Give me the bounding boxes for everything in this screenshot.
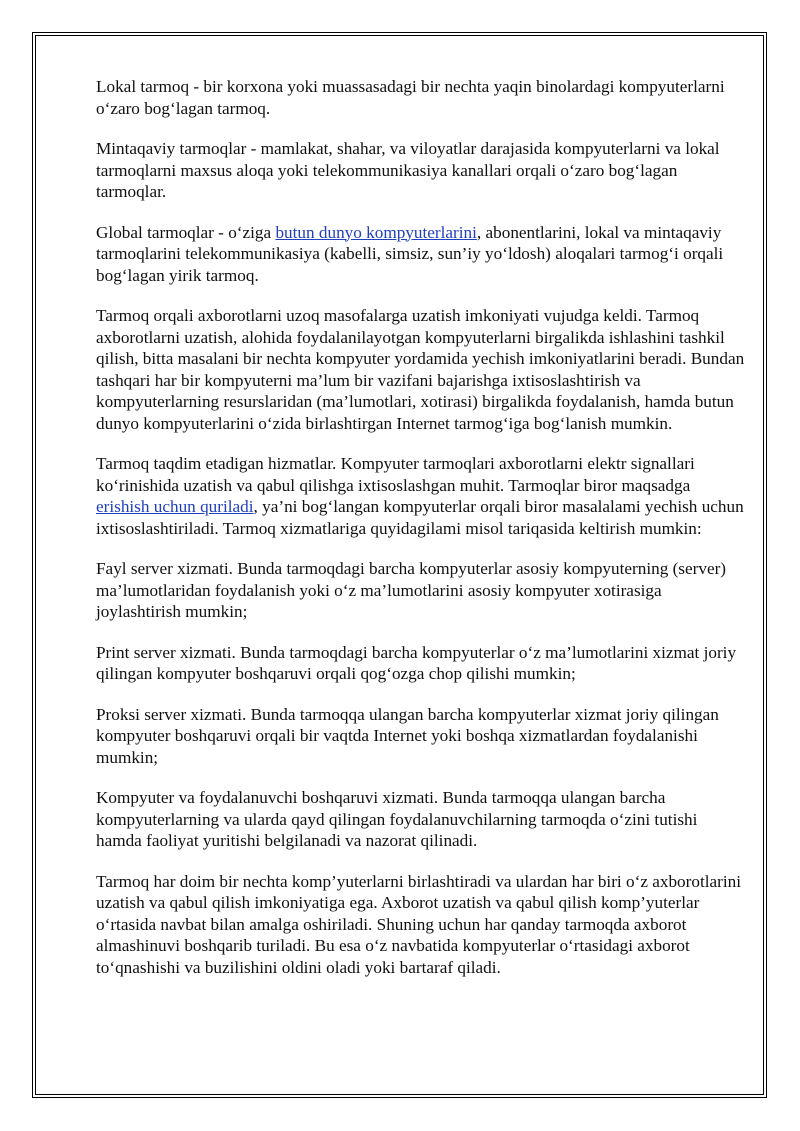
paragraph-lokal-tarmoq: Lokal tarmoq - bir korxona yoki muassasadagi bir nechta yaqin binolardagi kompyuterlarni o‘zaro bog‘lagan tarmoq.: [96, 77, 725, 118]
paragraph-print-server: Print server xizmati. Bunda tarmoqdagi barcha kompyuterlar o‘z ma’lumotlarini xizmat joriy qilingan kompyuter boshqaruvi orqali qog‘ozga chop qilishi mumkin;: [96, 642, 737, 683]
paragraph-tarmoq-imkoniyatlari: Tarmoq orqali axborotlarni uzoq masofalarga uzatish imkoniyati vujudga keldi. Tarmoq axborotlarni uzatish, alohida foydalanilayotgan kompyuterlarni birgalikda ishlashini tashkil qilish, bitta masalani bir nechta kompyuter yordamida yechish imkoniyatlarini beradi. Bundan tashqari har bir kompyuterni ma’lum bir vazifani bajarishga ixtisoslashtirish va kompyuterlarning resurslaridan (ma’lumotlari, xotirasi) birgalikda foydalanish, hamda butun dunyo kompyuterlarini o‘zida birlashtirgan Internet tarmog‘iga bog‘lanish mumkin.: [96, 306, 745, 433]
link-butun-dunyo-kompyuterlarini[interactable]: butun dunyo kompyuterlarini: [275, 222, 477, 242]
paragraph-mintaqaviy-tarmoqlar: Mintaqaviy tarmoqlar - mamlakat, shahar, va viloyatlar darajasida kompyuterlarni va lokal tarmoqlarni maxsus aloqa yoki telekommunikasiya kanallari orqali o‘zaro bog‘lagan tarmoqlar.: [96, 139, 720, 201]
paragraph-global-tarmoqlar: [96, 222, 746, 287]
document-body: [96, 76, 746, 997]
paragraph-global-text-start: Global tarmoqlar - o‘ziga: [96, 222, 276, 242]
paragraph-hizmatlar-text-end: , ya’ni bog‘langan kompyuterlar orqali biror masalalami yechish uchun ixtisoslashtiriladi. Tarmoq xizmatlariga quyidagilami misol tariqasida keltirish mumkin:: [96, 497, 744, 538]
link-erishish-uchun-quriladi[interactable]: erishish uchun quriladi: [96, 497, 254, 516]
paragraph-foydalanuvchi-boshqaruvi: Kompyuter va foydalanuvchi boshqaruvi xizmati. Bunda tarmoqqa ulangan barcha kompyuterlarning va ularda qayd qilingan foydalanuvchilarning tarmoqda o‘zini tutishi hamda faoliyat yuritishi belgilanadi va nazorat qilinadi.: [96, 788, 698, 850]
paragraph-fayl-server: Fayl server xizmati. Bunda tarmoqdagi barcha kompyuterlar asosiy kompyuterning (server) ma’lumotlaridan foydalanish yoki o‘z ma’lumotlarini asosiy kompyuter xotirasiga joylashtirish mumkin;: [96, 559, 727, 621]
paragraph-hizmatlar-text-start: Tarmoq taqdim etadigan hizmatlar. Kompyuter tarmoqlari axborotlarni elektr signallari ko‘rinishida uzatish va qabul qilishga ixtisoslashgan muhit. Tarmoqlar biror maqsadga: [96, 454, 695, 495]
paragraph-global-text-end: , abonentlarini, lokal va mintaqaviy tarmoqlarini telekommunikasiya (kabelli, simsiz, sun’iy yo‘ldosh) aloqalari tarmog‘i orqali bog‘lagan yirik tarmoq.: [96, 222, 724, 285]
paragraph-proksi-server: Proksi server xizmati. Bunda tarmoqqa ulangan barcha kompyuterlar xizmat joriy qilingan kompyuter boshqaruvi orqali bir vaqtda Internet yoki boshqa xizmatlardan foydalanishi mumkin;: [96, 704, 719, 767]
paragraph-axborot-almashinuvi: Tarmoq har doim bir nechta komp’yuterlarni birlashtiradi va ulardan har biri o‘z axborotlarini uzatish va qabul qilish imkoniyatiga ega. Axborot uzatish va qabul qilish komp’yuterlar o‘rtasida navbat bilan amalga oshiriladi. Shuning uchun har qanday tarmoqda axborot almashinuvi boshqarib turiladi. Bu esa o‘z navbatida kompyuterlar o‘rtasidagi axborot to‘qnashishi va buzilishini oldini oladi yoki bartaraf qiladi.: [96, 871, 742, 977]
paragraph-tarmoq-hizmatlari: [96, 453, 746, 539]
